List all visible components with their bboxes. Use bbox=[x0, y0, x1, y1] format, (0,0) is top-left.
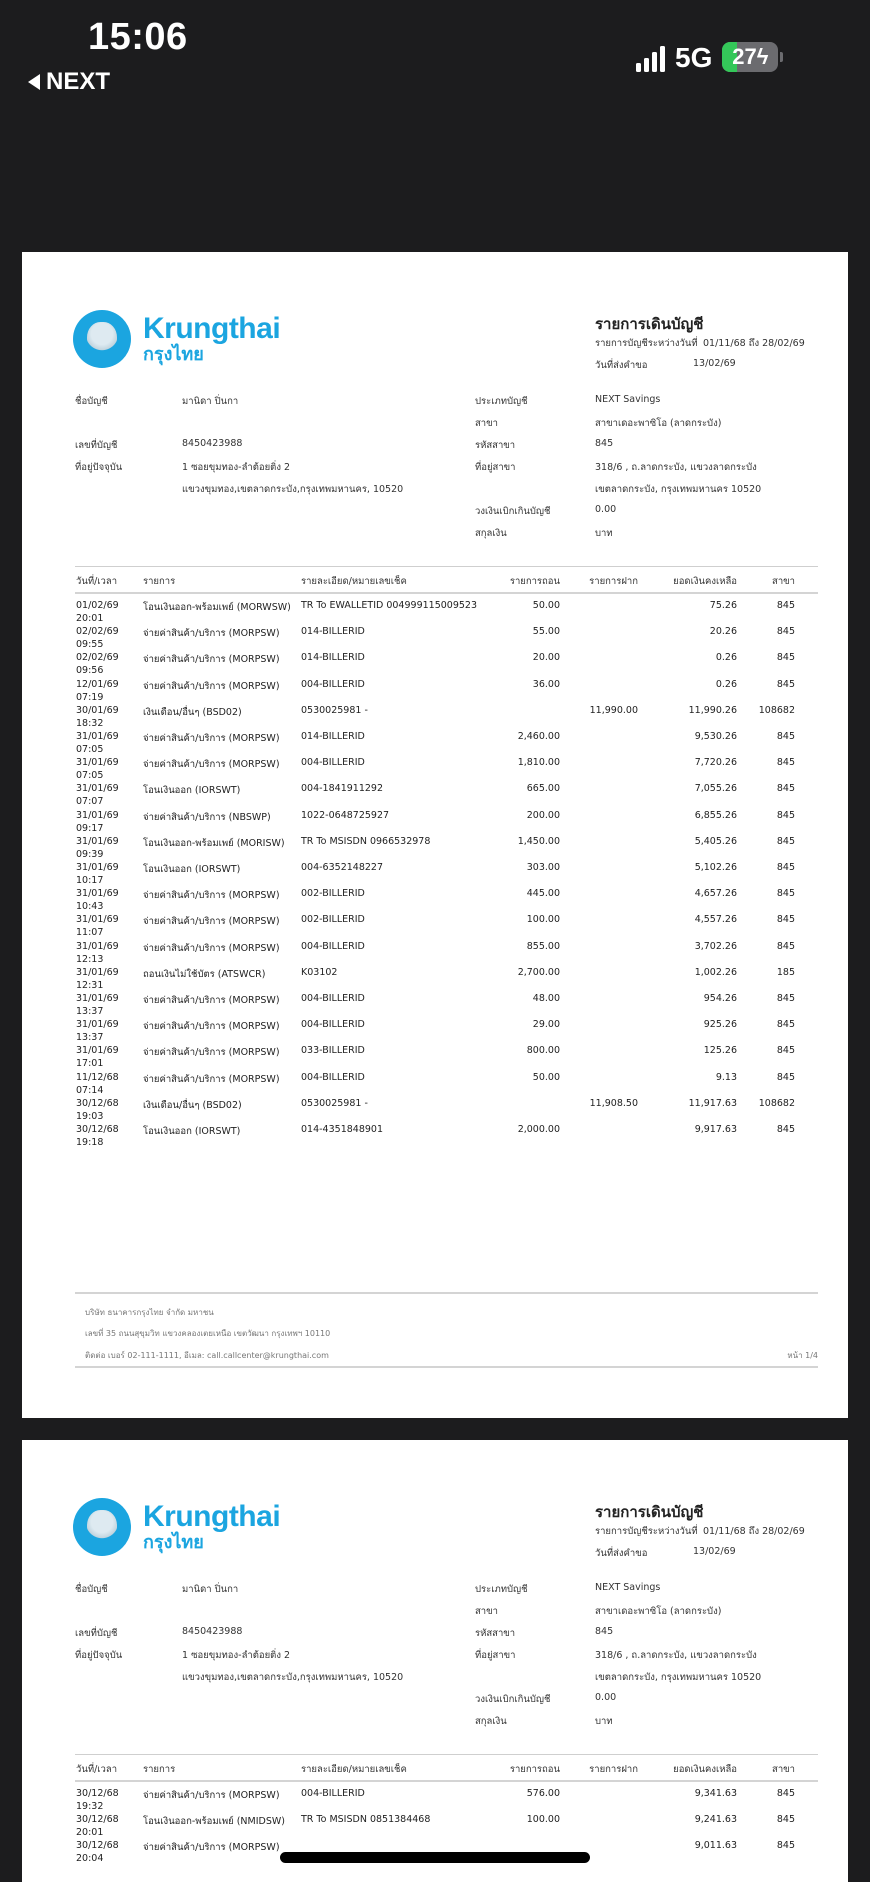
overdraft-value: 0.00 bbox=[595, 1692, 617, 1703]
row-description: จ่ายค่าสินค้า/บริการ (MORPSW) bbox=[143, 890, 280, 902]
branch-address-line-1: 318/6 , ถ.ลาดกระบัง, แขวงลาดกระบัง bbox=[595, 1650, 757, 1661]
table-header-rule bbox=[75, 1780, 818, 1782]
row-date: 31/01/69 bbox=[76, 862, 119, 873]
home-indicator[interactable] bbox=[280, 1852, 590, 1863]
row-date: 30/12/68 bbox=[76, 1814, 119, 1826]
branch-address-label: ที่อยู่สาขา bbox=[475, 1650, 516, 1661]
row-withdraw: 20.00 bbox=[532, 652, 560, 664]
row-branch: 845 bbox=[776, 1019, 795, 1031]
table-row bbox=[22, 1019, 848, 1045]
row-branch: 845 bbox=[776, 783, 795, 795]
battery-icon bbox=[722, 42, 778, 72]
account-type-label: ประเภทบัญชี bbox=[475, 396, 528, 407]
address-line-1: 1 ซอยขุมทอง-ลำต้อยติ่ง 2 bbox=[182, 1650, 291, 1661]
row-branch: 845 bbox=[776, 1071, 795, 1083]
address-line-2: แขวงขุมทอง,เขตลาดกระบัง,กรุงเทพมหานคร, 10520 bbox=[182, 484, 404, 495]
row-description: จ่ายค่าสินค้า/บริการ (MORPSW) bbox=[143, 733, 280, 744]
row-detail: 0530025981 - bbox=[301, 704, 368, 716]
address-label: ที่อยู่ปัจจุบัน bbox=[75, 462, 123, 473]
row-date: 31/01/69 bbox=[76, 914, 119, 926]
row-time: 13:37 bbox=[76, 1032, 104, 1044]
row-withdraw: 303.00 bbox=[526, 862, 560, 873]
row-time: 13:37 bbox=[76, 1006, 104, 1017]
row-description: จ่ายค่าสินค้า/บริการ (NBSWP) bbox=[143, 811, 271, 823]
table-row bbox=[22, 941, 848, 967]
footer-bottom-rule bbox=[75, 1366, 818, 1368]
row-description: จ่ายค่าสินค้า/บริการ (MORPSW) bbox=[143, 654, 280, 666]
row-description: โอนเงินออก-พร้อมเพย์ (MORISW) bbox=[143, 837, 285, 849]
row-withdraw: 100.00 bbox=[526, 1814, 560, 1826]
page-number: หน้า 1/4 bbox=[787, 1351, 818, 1360]
row-time: 07:14 bbox=[76, 1084, 104, 1096]
row-withdraw: 2,700.00 bbox=[517, 966, 560, 978]
row-balance: 0.26 bbox=[715, 652, 737, 664]
period-value: 01/11/68 ถึง 28/02/69 bbox=[703, 338, 805, 349]
row-balance: 11,917.63 bbox=[688, 1097, 737, 1109]
col-withdraw-header: รายการถอน bbox=[509, 576, 560, 587]
table-row bbox=[22, 862, 848, 888]
row-withdraw: 48.00 bbox=[532, 993, 560, 1004]
row-detail: 014-BILLERID bbox=[301, 731, 365, 742]
col-detail-header: รายละเอียด/หมายเลขเช็ค bbox=[301, 1764, 407, 1775]
row-detail: 004-BILLERID bbox=[301, 678, 365, 690]
overdraft-value: 0.00 bbox=[595, 504, 617, 515]
bank-name-en: Krungthai bbox=[143, 1500, 281, 1533]
statement-page-1 bbox=[22, 252, 848, 1418]
row-branch: 845 bbox=[776, 626, 795, 638]
row-date: 30/12/68 bbox=[76, 1840, 119, 1852]
row-withdraw: 576.00 bbox=[526, 1788, 560, 1799]
row-branch: 845 bbox=[776, 940, 795, 952]
row-balance: 9,011.63 bbox=[694, 1840, 737, 1852]
bank-name bbox=[143, 314, 280, 364]
row-balance: 954.26 bbox=[703, 993, 737, 1004]
row-time: 10:17 bbox=[76, 875, 104, 886]
row-balance: 5,102.26 bbox=[694, 862, 737, 873]
row-description: โอนเงินออก (IORSWT) bbox=[143, 864, 241, 875]
row-time: 09:55 bbox=[76, 639, 104, 651]
row-time: 09:39 bbox=[76, 848, 104, 860]
row-time: 20:01 bbox=[76, 1827, 104, 1839]
row-branch: 845 bbox=[776, 862, 795, 873]
row-detail: 004-BILLERID bbox=[301, 757, 365, 769]
row-date: 01/02/69 bbox=[76, 600, 119, 611]
row-withdraw: 445.00 bbox=[526, 888, 560, 900]
row-time: 20:01 bbox=[76, 613, 104, 624]
account-type-value: NEXT Savings bbox=[595, 394, 661, 405]
row-description: จ่ายค่าสินค้า/บริการ (MORPSW) bbox=[143, 916, 280, 928]
row-branch: 845 bbox=[776, 993, 795, 1004]
col-branch-header: สาขา bbox=[772, 576, 795, 587]
branch-address-line-2: เขตลาดกระบัง, กรุงเทพมหานคร 10520 bbox=[595, 1672, 762, 1683]
row-withdraw: 800.00 bbox=[526, 1045, 560, 1057]
row-withdraw: 665.00 bbox=[526, 783, 560, 795]
row-date: 12/01/69 bbox=[76, 678, 119, 690]
row-detail: 014-4351848901 bbox=[301, 1124, 384, 1135]
row-balance: 11,990.26 bbox=[688, 704, 737, 716]
table-row bbox=[22, 914, 848, 940]
row-description: โอนเงินออก (IORSWT) bbox=[143, 785, 241, 797]
col-withdraw-header: รายการถอน bbox=[509, 1764, 560, 1775]
account-number-value: 8450423988 bbox=[182, 438, 243, 449]
row-withdraw: 2,460.00 bbox=[517, 731, 560, 742]
row-branch: 845 bbox=[776, 1814, 795, 1826]
back-triangle-icon bbox=[28, 74, 40, 90]
branch-address-label: ที่อยู่สาขา bbox=[475, 462, 516, 473]
row-withdraw: 1,810.00 bbox=[517, 757, 560, 769]
table-row bbox=[22, 1814, 848, 1840]
row-description: โอนเงินออก (IORSWT) bbox=[143, 1126, 241, 1137]
row-description: จ่ายค่าสินค้า/บริการ (MORPSW) bbox=[143, 1021, 280, 1033]
account-number-label: เลขที่บัญชี bbox=[75, 1628, 118, 1639]
table-row bbox=[22, 1098, 848, 1124]
row-balance: 75.26 bbox=[709, 600, 737, 611]
status-indicators bbox=[636, 42, 783, 72]
bank-name-th: กรุงไทย bbox=[143, 344, 204, 365]
table-row bbox=[22, 600, 848, 626]
bank-name-th: กรุงไทย bbox=[143, 1532, 204, 1553]
table-row bbox=[22, 1124, 848, 1150]
bank-name-en: Krungthai bbox=[143, 312, 281, 345]
row-balance: 4,657.26 bbox=[694, 888, 737, 900]
period-label: รายการบัญชีระหว่างวันที่ bbox=[595, 1526, 698, 1537]
row-detail: 004-6352148227 bbox=[301, 862, 384, 873]
row-balance: 125.26 bbox=[703, 1045, 737, 1057]
table-row bbox=[22, 836, 848, 862]
row-date: 11/12/68 bbox=[76, 1071, 119, 1083]
row-description: จ่ายค่าสินค้า/บริการ (MORPSW) bbox=[143, 680, 280, 692]
footer-top-rule bbox=[75, 1292, 818, 1294]
row-description: เงินเดือน/อื่นๆ (BSD02) bbox=[143, 706, 242, 718]
row-withdraw: 200.00 bbox=[526, 809, 560, 821]
row-withdraw: 55.00 bbox=[532, 626, 560, 638]
row-time: 07:05 bbox=[76, 744, 104, 755]
col-detail-header: รายละเอียด/หมายเลขเช็ค bbox=[301, 576, 407, 587]
row-time: 07:19 bbox=[76, 691, 104, 703]
row-branch: 845 bbox=[776, 1788, 795, 1799]
request-date-value: 13/02/69 bbox=[693, 358, 736, 369]
row-branch: 845 bbox=[776, 914, 795, 926]
account-type-label: ประเภทบัญชี bbox=[475, 1584, 528, 1595]
row-withdraw: 1,450.00 bbox=[517, 835, 560, 847]
branch-address-line-2: เขตลาดกระบัง, กรุงเทพมหานคร 10520 bbox=[595, 484, 762, 495]
row-time: 09:56 bbox=[76, 665, 104, 677]
branch-address-line-1: 318/6 , ถ.ลาดกระบัง, แขวงลาดกระบัง bbox=[595, 462, 757, 473]
row-detail: TR To MSISDN 0851384468 bbox=[301, 1814, 431, 1826]
row-withdraw: 50.00 bbox=[532, 600, 560, 611]
row-time: 09:17 bbox=[76, 822, 104, 834]
row-detail: 004-BILLERID bbox=[301, 940, 365, 952]
row-date: 02/02/69 bbox=[76, 652, 119, 664]
col-deposit-header: รายการฝาก bbox=[589, 1764, 638, 1775]
charging-bolt-icon: ϟ bbox=[756, 44, 769, 69]
col-description-header: รายการ bbox=[143, 576, 176, 587]
address-line-2: แขวงขุมทอง,เขตลาดกระบัง,กรุงเทพมหานคร, 10520 bbox=[182, 1672, 404, 1683]
row-date: 31/01/69 bbox=[76, 993, 119, 1004]
row-branch: 845 bbox=[776, 1840, 795, 1852]
row-description: จ่ายค่าสินค้า/บริการ (MORPSW) bbox=[143, 942, 280, 954]
col-date-header: วันที่/เวลา bbox=[76, 576, 118, 587]
row-date: 30/12/68 bbox=[76, 1788, 119, 1799]
currency-value: บาท bbox=[595, 528, 613, 539]
table-row bbox=[22, 810, 848, 836]
request-date-label: วันที่ส่งคำขอ bbox=[595, 360, 648, 371]
row-description: ถอนเงินไม่ใช้บัตร (ATSWCR) bbox=[143, 968, 266, 980]
row-description: เงินเดือน/อื่นๆ (BSD02) bbox=[143, 1099, 242, 1111]
row-branch: 845 bbox=[776, 600, 795, 611]
account-name-value: มานิดา ปิ่นกา bbox=[182, 1584, 239, 1595]
row-withdraw: 855.00 bbox=[526, 940, 560, 952]
table-header-rule bbox=[75, 592, 818, 594]
row-branch: 845 bbox=[776, 809, 795, 821]
row-withdraw: 29.00 bbox=[532, 1019, 560, 1031]
bank-name bbox=[143, 1502, 280, 1552]
row-withdraw: 50.00 bbox=[532, 1071, 560, 1083]
row-description: โอนเงินออก-พร้อมเพย์ (MORWSW) bbox=[143, 602, 291, 613]
address-label: ที่อยู่ปัจจุบัน bbox=[75, 1650, 123, 1661]
branch-label: สาขา bbox=[475, 1606, 498, 1617]
row-date: 31/01/69 bbox=[76, 888, 119, 900]
row-balance: 7,055.26 bbox=[694, 783, 737, 795]
table-row bbox=[22, 705, 848, 731]
row-date: 30/01/69 bbox=[76, 704, 119, 716]
account-name-label: ชื่อบัญชี bbox=[75, 1584, 108, 1595]
row-balance: 9,341.63 bbox=[694, 1788, 737, 1799]
row-detail: 014-BILLERID bbox=[301, 652, 365, 664]
row-detail: 004-1841911292 bbox=[301, 783, 384, 795]
row-detail: 033-BILLERID bbox=[301, 1045, 365, 1057]
row-branch: 845 bbox=[776, 652, 795, 664]
row-time: 07:05 bbox=[76, 770, 104, 782]
row-detail: 0530025981 - bbox=[301, 1097, 368, 1109]
address-line-1: 1 ซอยขุมทอง-ลำต้อยติ่ง 2 bbox=[182, 462, 291, 473]
row-deposit: 11,990.00 bbox=[589, 704, 638, 716]
table-top-rule bbox=[75, 566, 818, 567]
row-date: 31/01/69 bbox=[76, 731, 119, 742]
row-branch: 845 bbox=[776, 835, 795, 847]
footer-contact: ติดต่อ เบอร์ 02-111-1111, อีเมล: call.callcenter@krungthai.com bbox=[85, 1351, 329, 1360]
row-time: 11:07 bbox=[76, 927, 104, 939]
cellular-signal-icon bbox=[636, 46, 665, 72]
row-branch: 845 bbox=[776, 757, 795, 769]
row-branch: 845 bbox=[776, 888, 795, 900]
row-description: จ่ายค่าสินค้า/บริการ (MORPSW) bbox=[143, 995, 280, 1006]
row-time: 12:13 bbox=[76, 953, 104, 965]
branch-code-label: รหัสสาขา bbox=[475, 1628, 516, 1639]
row-detail: TR To EWALLETID 004999115009523 bbox=[301, 600, 478, 611]
col-balance-header: ยอดเงินคงเหลือ bbox=[673, 1764, 737, 1775]
branch-value: สาขาเดอะพาซิโอ (ลาดกระบัง) bbox=[595, 1606, 722, 1617]
row-branch: 108682 bbox=[758, 704, 795, 716]
row-date: 31/01/69 bbox=[76, 783, 119, 795]
row-date: 31/01/69 bbox=[76, 809, 119, 821]
row-date: 31/01/69 bbox=[76, 757, 119, 769]
row-balance: 0.26 bbox=[715, 678, 737, 690]
row-time: 18:32 bbox=[76, 717, 104, 729]
table-row bbox=[22, 652, 848, 678]
period-label: รายการบัญชีระหว่างวันที่ bbox=[595, 338, 698, 349]
table-row bbox=[22, 626, 848, 652]
row-balance: 5,405.26 bbox=[694, 835, 737, 847]
row-description: จ่ายค่าสินค้า/บริการ (MORPSW) bbox=[143, 759, 280, 771]
row-detail: 004-BILLERID bbox=[301, 1019, 365, 1031]
row-time: 19:32 bbox=[76, 1801, 104, 1812]
row-balance: 9,530.26 bbox=[694, 731, 737, 742]
row-date: 31/01/69 bbox=[76, 940, 119, 952]
table-row bbox=[22, 783, 848, 809]
row-balance: 9,241.63 bbox=[694, 1814, 737, 1826]
row-branch: 845 bbox=[776, 678, 795, 690]
table-row bbox=[22, 1072, 848, 1098]
row-detail: TR To MSISDN 0966532978 bbox=[301, 835, 431, 847]
row-description: จ่ายค่าสินค้า/บริการ (MORPSW) bbox=[143, 1047, 280, 1059]
row-time: 10:43 bbox=[76, 901, 104, 913]
row-date: 30/12/68 bbox=[76, 1097, 119, 1109]
back-to-app-link[interactable] bbox=[28, 68, 110, 96]
row-detail: K03102 bbox=[301, 966, 338, 978]
row-date: 31/01/69 bbox=[76, 835, 119, 847]
row-time: 19:18 bbox=[76, 1137, 104, 1148]
table-row bbox=[22, 1788, 848, 1814]
row-detail: 004-BILLERID bbox=[301, 1071, 365, 1083]
network-type: 5G bbox=[675, 42, 713, 73]
row-description: จ่ายค่าสินค้า/บริการ (MORPSW) bbox=[143, 1790, 280, 1801]
krungthai-emblem-icon bbox=[73, 1498, 131, 1556]
branch-label: สาขา bbox=[475, 418, 498, 429]
row-balance: 9,917.63 bbox=[694, 1124, 737, 1135]
account-number-value: 8450423988 bbox=[182, 1626, 243, 1637]
row-withdraw: 36.00 bbox=[532, 678, 560, 690]
col-date-header: วันที่/เวลา bbox=[76, 1764, 118, 1775]
branch-code-value: 845 bbox=[595, 1626, 614, 1637]
row-balance: 20.26 bbox=[709, 626, 737, 638]
table-row bbox=[22, 731, 848, 757]
row-balance: 6,855.26 bbox=[694, 809, 737, 821]
row-withdraw: 2,000.00 bbox=[517, 1124, 560, 1135]
statement-page-2 bbox=[22, 1440, 848, 1882]
row-date: 31/01/69 bbox=[76, 1019, 119, 1031]
row-detail: 014-BILLERID bbox=[301, 626, 365, 638]
row-balance: 1,002.26 bbox=[694, 966, 737, 978]
krungthai-emblem-icon bbox=[73, 310, 131, 368]
bank-logo bbox=[73, 310, 280, 368]
row-description: จ่ายค่าสินค้า/บริการ (MORPSW) bbox=[143, 1842, 280, 1854]
table-top-rule bbox=[75, 1754, 818, 1755]
col-balance-header: ยอดเงินคงเหลือ bbox=[673, 576, 737, 587]
request-date-label: วันที่ส่งคำขอ bbox=[595, 1548, 648, 1559]
back-label: NEXT bbox=[46, 68, 111, 95]
battery-percent: 27ϟ bbox=[732, 44, 769, 69]
row-detail: 002-BILLERID bbox=[301, 914, 365, 926]
row-time: 19:03 bbox=[76, 1110, 104, 1122]
row-time: 07:07 bbox=[76, 796, 104, 808]
branch-value: สาขาเดอะพาซิโอ (ลาดกระบัง) bbox=[595, 418, 722, 429]
table-row bbox=[22, 967, 848, 993]
row-branch: 108682 bbox=[758, 1097, 795, 1109]
col-deposit-header: รายการฝาก bbox=[589, 576, 638, 587]
row-balance: 925.26 bbox=[703, 1019, 737, 1031]
account-type-value: NEXT Savings bbox=[595, 1582, 661, 1593]
table-row bbox=[22, 1045, 848, 1071]
row-date: 02/02/69 bbox=[76, 626, 119, 638]
table-row bbox=[22, 993, 848, 1019]
table-row bbox=[22, 757, 848, 783]
row-branch: 845 bbox=[776, 731, 795, 742]
col-branch-header: สาขา bbox=[772, 1764, 795, 1775]
row-branch: 185 bbox=[776, 966, 795, 978]
overdraft-label: วงเงินเบิกเกินบัญชี bbox=[475, 506, 551, 517]
row-detail: 002-BILLERID bbox=[301, 888, 365, 900]
footer-address: เลขที่ 35 ถนนสุขุมวิท แขวงคลองเตยเหนือ เขตวัฒนา กรุงเทพฯ 10110 bbox=[85, 1329, 331, 1338]
account-number-label: เลขที่บัญชี bbox=[75, 440, 118, 451]
period-value: 01/11/68 ถึง 28/02/69 bbox=[703, 1526, 805, 1537]
account-name-label: ชื่อบัญชี bbox=[75, 396, 108, 407]
row-withdraw: 100.00 bbox=[526, 914, 560, 926]
row-date: 31/01/69 bbox=[76, 966, 119, 978]
overdraft-label: วงเงินเบิกเกินบัญชี bbox=[475, 1694, 551, 1705]
account-name-value: มานิดา ปิ่นกา bbox=[182, 396, 239, 407]
row-time: 17:01 bbox=[76, 1058, 104, 1070]
row-branch: 845 bbox=[776, 1045, 795, 1057]
row-detail: 004-BILLERID bbox=[301, 1788, 365, 1799]
request-date-value: 13/02/69 bbox=[693, 1546, 736, 1557]
row-balance: 4,557.26 bbox=[694, 914, 737, 926]
row-time: 12:31 bbox=[76, 979, 104, 991]
statement-title: รายการเดินบัญชี bbox=[595, 315, 704, 333]
bank-logo bbox=[73, 1498, 280, 1556]
currency-label: สกุลเงิน bbox=[475, 528, 507, 539]
row-deposit: 11,908.50 bbox=[589, 1097, 638, 1109]
table-row bbox=[22, 679, 848, 705]
row-branch: 845 bbox=[776, 1124, 795, 1135]
status-time: 15:06 bbox=[88, 16, 188, 58]
statement-title: รายการเดินบัญชี bbox=[595, 1503, 704, 1521]
currency-value: บาท bbox=[595, 1716, 613, 1727]
battery-nub bbox=[780, 52, 783, 62]
row-description: โอนเงินออก-พร้อมเพย์ (NMIDSW) bbox=[143, 1816, 285, 1828]
row-description: จ่ายค่าสินค้า/บริการ (MORPSW) bbox=[143, 1073, 280, 1085]
row-detail: 1022-0648725927 bbox=[301, 809, 390, 821]
branch-code-label: รหัสสาขา bbox=[475, 440, 516, 451]
row-balance: 9.13 bbox=[715, 1071, 737, 1083]
table-row bbox=[22, 888, 848, 914]
row-date: 31/01/69 bbox=[76, 1045, 119, 1057]
row-description: จ่ายค่าสินค้า/บริการ (MORPSW) bbox=[143, 628, 280, 640]
row-time: 20:04 bbox=[76, 1853, 104, 1865]
currency-label: สกุลเงิน bbox=[475, 1716, 507, 1727]
row-detail: 004-BILLERID bbox=[301, 993, 365, 1004]
branch-code-value: 845 bbox=[595, 438, 614, 449]
row-balance: 7,720.26 bbox=[694, 757, 737, 769]
footer-company: บริษัท ธนาคารกรุงไทย จำกัด มหาชน bbox=[85, 1308, 214, 1317]
col-description-header: รายการ bbox=[143, 1764, 176, 1775]
row-date: 30/12/68 bbox=[76, 1124, 119, 1135]
row-balance: 3,702.26 bbox=[694, 940, 737, 952]
